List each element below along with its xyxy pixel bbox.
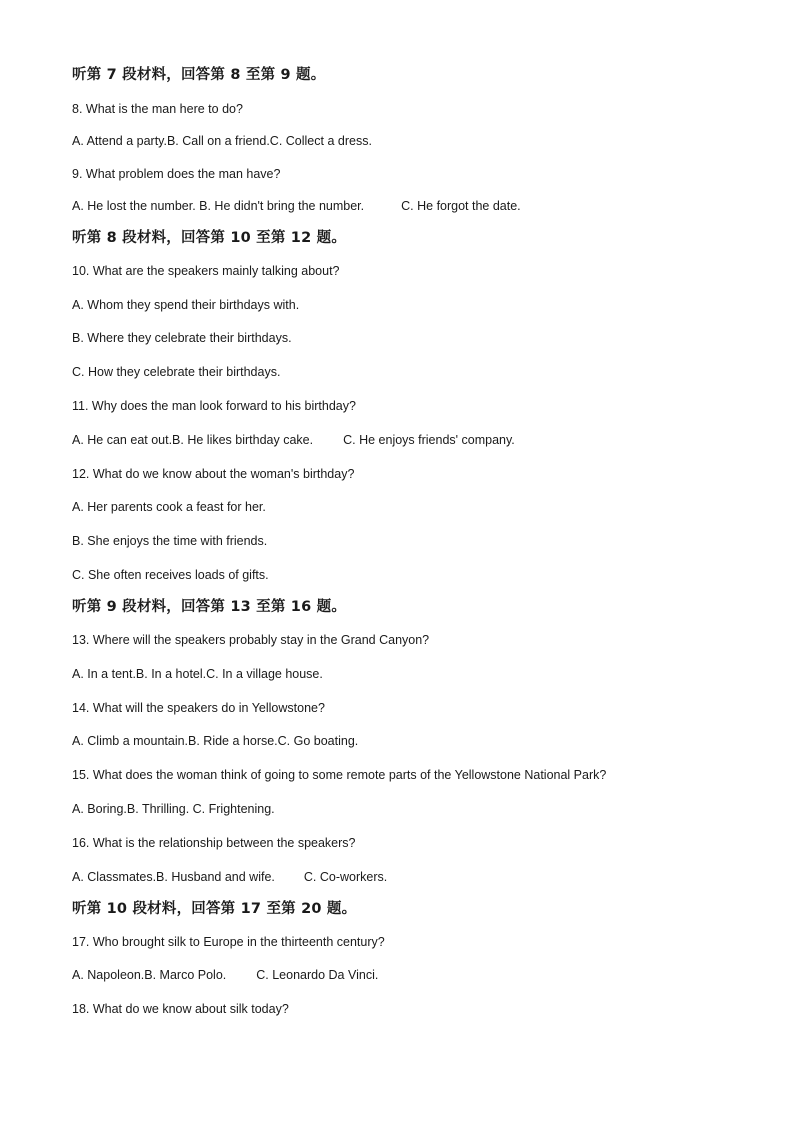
question-11-options	[72, 432, 515, 448]
section-heading: 听第 9 段材料，回答第 13 至第 16 题。	[72, 599, 347, 615]
question-9-option-c: C. He forgot the date.	[401, 199, 521, 213]
question-12-option-b: B. She enjoys the time with friends.	[72, 534, 268, 548]
question-17-options	[72, 967, 378, 983]
question-10-option-a: A. Whom they spend their birthdays with.	[72, 298, 300, 312]
question-12-option-a: A. Her parents cook a feast for her.	[72, 500, 266, 514]
question-15-options: A. Boring.B. Thrilling. C. Frightening.	[72, 802, 275, 816]
question-16-options	[72, 869, 387, 885]
question-16-option-c: C. Co-workers.	[303, 870, 388, 884]
question-10: 10. What are the speakers mainly talking about?	[72, 264, 340, 278]
question-18: 18. What do we know about silk today?	[72, 1002, 289, 1016]
question-17-option-c: C. Leonardo Da Vinci.	[256, 968, 379, 982]
section-heading: 听第 7 段材料，回答第 8 至第 9 题。	[72, 67, 326, 83]
question-16: 16. What is the relationship between the speakers?	[72, 836, 356, 850]
question-13: 13. Where will the speakers probably stay in the Grand Canyon?	[72, 633, 430, 647]
question-14: 14. What will the speakers do in Yellowstone?	[72, 701, 325, 715]
question-12: 12. What do we know about the woman's birthday?	[72, 467, 355, 481]
question-13-options: A. In a tent.B. In a hotel.C. In a village house.	[72, 667, 323, 681]
question-9: 9. What problem does the man have?	[72, 167, 281, 181]
question-17-option-ab: A. Napoleon.B. Marco Polo.	[72, 968, 227, 982]
question-11-option-ab: A. He can eat out.B. He likes birthday cake.	[72, 433, 314, 447]
question-17: 17. Who brought silk to Europe in the thirteenth century?	[72, 935, 385, 949]
question-8-options: A. Attend a party.B. Call on a friend.C. Collect a dress.	[72, 134, 372, 148]
question-14-options: A. Climb a mountain.B. Ride a horse.C. Go boating.	[72, 734, 359, 748]
section-heading: 听第 8 段材料，回答第 10 至第 12 题。	[72, 230, 347, 246]
question-12-option-c: C. She often receives loads of gifts.	[72, 568, 269, 582]
section-heading: 听第 10 段材料，回答第 17 至第 20 题。	[72, 901, 357, 917]
question-16-option-ab: A. Classmates.B. Husband and wife.	[72, 870, 275, 884]
question-8: 8. What is the man here to do?	[72, 102, 243, 116]
question-9-options	[72, 198, 521, 214]
question-11: 11. Why does the man look forward to his birthday?	[72, 399, 356, 413]
question-10-option-b: B. Where they celebrate their birthdays.	[72, 331, 292, 345]
question-10-option-c: C. How they celebrate their birthdays.	[72, 365, 281, 379]
question-15: 15. What does the woman think of going to some remote parts of the Yellowstone National Park?	[72, 768, 607, 782]
question-11-option-c: C. He enjoys friends' company.	[343, 433, 515, 447]
question-9-option-ab: A. He lost the number. B. He didn't bring the number.	[72, 199, 365, 213]
